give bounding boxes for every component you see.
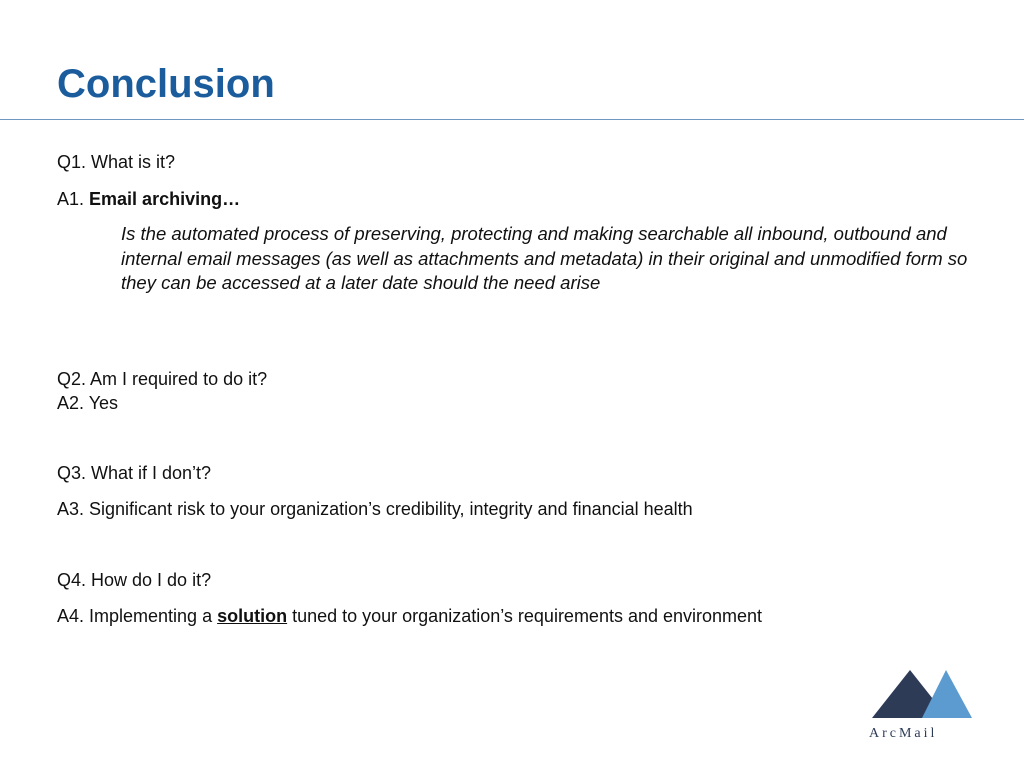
question-1: Q1. What is it? [57, 152, 176, 172]
slide-title: Conclusion [57, 62, 275, 106]
arcmail-logo-text: ArcMail [869, 726, 938, 741]
question-4: Q4. How do I do it? [57, 570, 212, 590]
answer-1-term: Email archiving… [89, 189, 241, 209]
logo-light-mountain [922, 670, 972, 718]
title-divider [0, 119, 1024, 120]
answer-1 [57, 187, 240, 211]
answer-4-suffix: tuned to your organization’s requirements and environment [287, 606, 763, 626]
answer-4-prefix: A4. Implementing a [57, 606, 218, 626]
answer-3: A3. Significant risk to your organization’s credibility, integrity and financial health [57, 499, 693, 519]
answer-1-definition: Is the automated process of preserving, protecting and making searchable all inbound, outbound and internal email messages (as well as attachments and metadata) in their original and unmodified form so they can be accessed at a later date should the need arise [121, 223, 968, 293]
answer-1-prefix: A1. [57, 189, 90, 209]
answer-4 [57, 604, 762, 628]
question-2: Q2. Am I required to do it? [57, 369, 268, 389]
answer-2: A2. Yes [57, 393, 119, 413]
question-3: Q3. What if I don’t? [57, 463, 212, 483]
solution-link[interactable]: solution [217, 606, 288, 626]
